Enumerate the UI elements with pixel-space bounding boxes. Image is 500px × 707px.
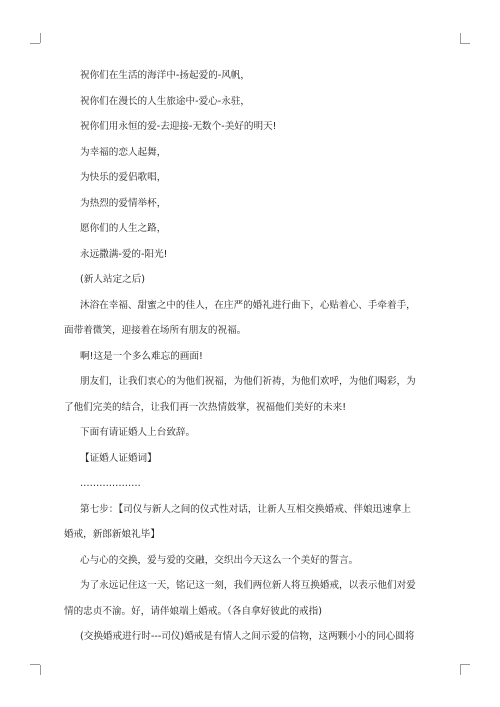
crop-mark bbox=[460, 43, 470, 44]
text-line: 祝你们在生活的海洋中-扬起爱的-风帆， bbox=[80, 70, 251, 81]
section-heading: 【证婚人证婚词】 bbox=[80, 453, 157, 464]
text-line: 为幸福的恋人起舞， bbox=[80, 147, 167, 158]
text-line: 愿你们的人生之路， bbox=[80, 223, 167, 234]
text-line: 啊!这是一个多么难忘的画面! bbox=[80, 351, 203, 362]
text-line: 沐浴在幸福、甜蜜之中的佳人，在庄严的婚礼进行曲下，心贴着心、手牵着手， bbox=[80, 300, 416, 311]
ellipsis-line: ………………. bbox=[80, 478, 141, 489]
text-line: 婚戒，新郎新娘礼毕】 bbox=[64, 529, 160, 540]
text-line: 下面有请证婚人上台致辞。 bbox=[80, 427, 196, 438]
text-line: 心与心的交换，爱与爱的交融，交织出今天这么一个美好的誓言。 bbox=[80, 555, 359, 566]
crop-mark bbox=[460, 664, 470, 665]
text-line: 祝你们在漫长的人生旅途中-爱心-永驻， bbox=[80, 96, 251, 107]
text-line: 为热烈的爱情举杯， bbox=[80, 198, 167, 209]
text-line: 了他们完美的结合，让我们再一次热情鼓掌，祝福他们美好的未来! bbox=[64, 402, 347, 413]
text-line: 面带着微笑，迎接着在场所有朋友的祝福。 bbox=[64, 325, 247, 336]
crop-mark bbox=[30, 664, 40, 665]
text-line: (新人站定之后) bbox=[80, 274, 146, 285]
text-line: 祝你们用永恒的爱-去迎接-无数个-美好的明天! bbox=[80, 121, 277, 132]
crop-mark bbox=[40, 33, 41, 43]
text-line: (交换婚戒进行时---司仪)婚戒是有情人之间示爱的信物，这两颗小小的同心圆将 bbox=[80, 631, 415, 642]
crop-mark bbox=[30, 43, 40, 44]
crop-mark bbox=[460, 33, 461, 43]
crop-mark bbox=[460, 665, 461, 675]
text-line: 为了永远记住这一天，铭记这一刻，我们两位新人将互换婚戒，以表示他们对爱 bbox=[80, 580, 416, 591]
text-line: 第七步：【司仪与新人之间的仪式性对话，让新人互相交换婚戒、伴娘迅速拿上 bbox=[80, 504, 411, 515]
text-line: 为快乐的爱侣歌唱， bbox=[80, 172, 167, 183]
text-line: 朋友们，让我们衷心的为他们祝福，为他们祈祷，为他们欢呼，为他们喝彩，为 bbox=[80, 376, 416, 387]
text-line: 情的忠贞不渝。好，请伴娘端上婚戒。（各自拿好彼此的戒指) bbox=[64, 606, 322, 617]
text-line: 永远撒满-爱的-阳光! bbox=[80, 249, 168, 260]
crop-mark bbox=[40, 665, 41, 675]
